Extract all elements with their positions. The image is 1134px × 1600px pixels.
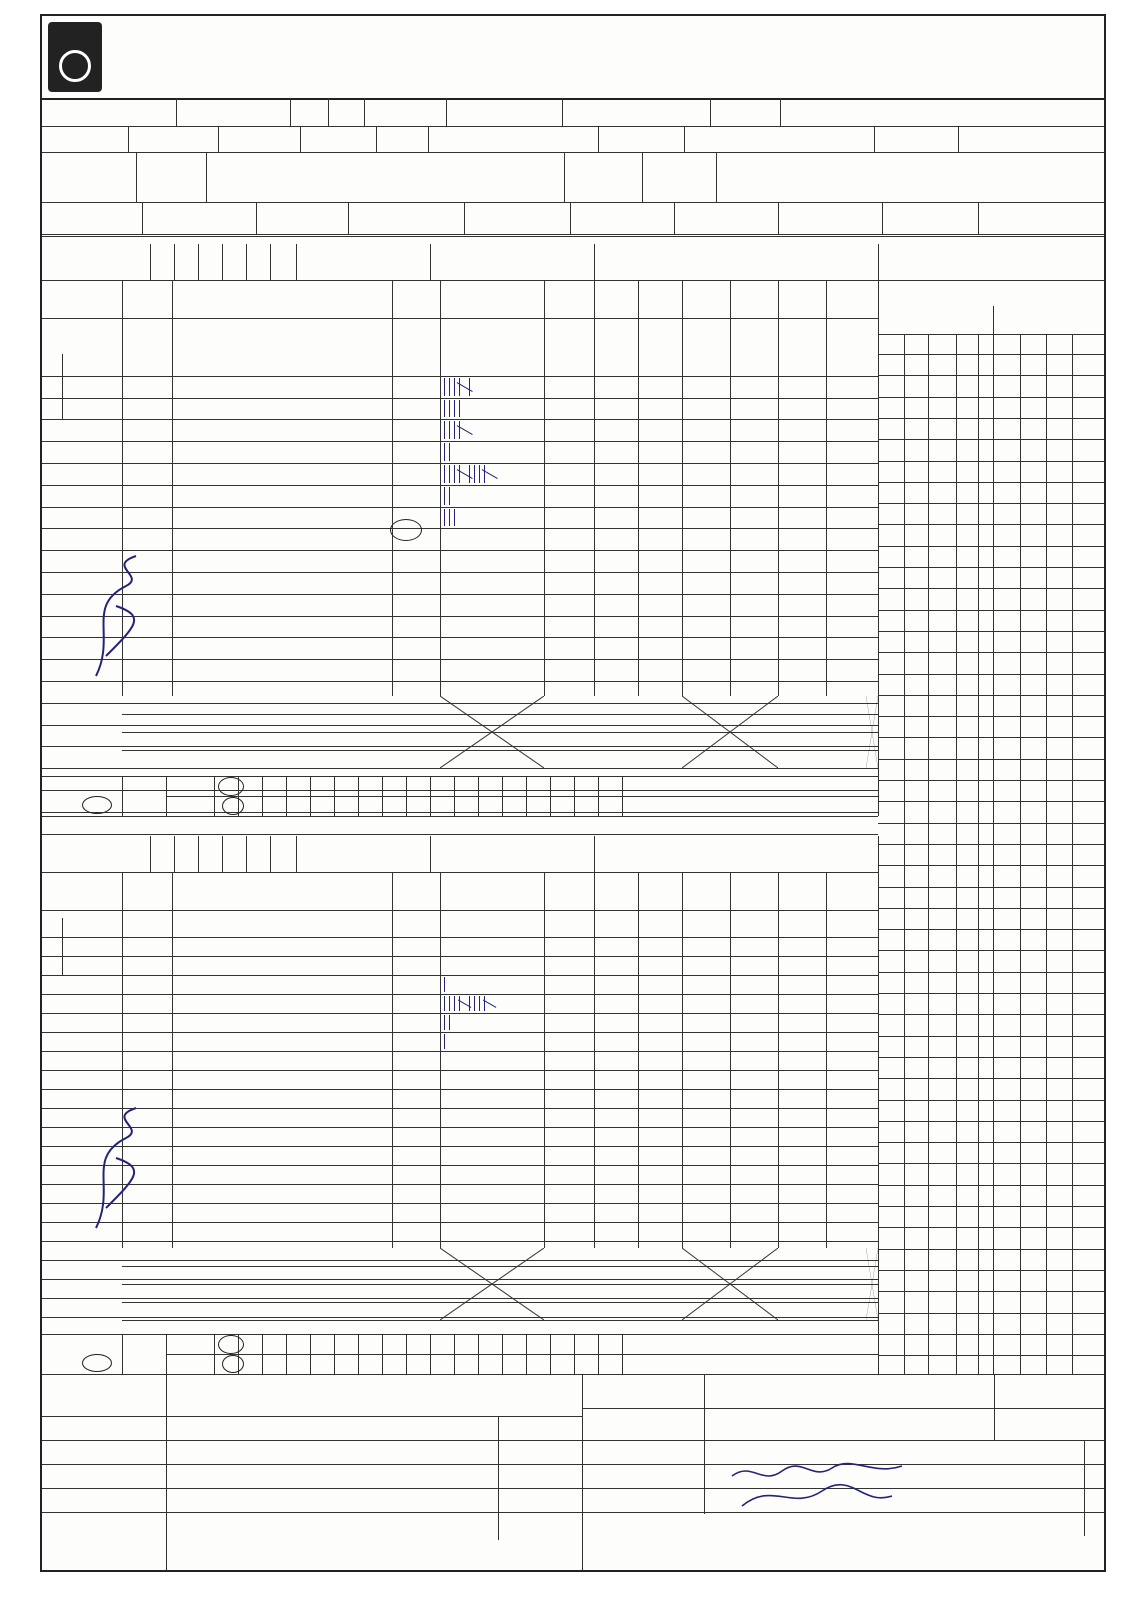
v-rule bbox=[262, 1334, 263, 1374]
v-rule bbox=[598, 1334, 599, 1374]
v-rule bbox=[310, 776, 311, 816]
h-rule bbox=[878, 588, 1106, 589]
v-rule bbox=[364, 98, 365, 126]
v-rule bbox=[174, 836, 175, 872]
h-rule bbox=[878, 972, 1106, 973]
v-rule bbox=[956, 334, 957, 1374]
h-rule bbox=[42, 616, 878, 617]
v-rule bbox=[150, 836, 151, 872]
v-rule bbox=[526, 776, 527, 816]
v-rule bbox=[1084, 1440, 1085, 1536]
v-rule bbox=[682, 280, 683, 696]
h-rule bbox=[878, 1121, 1106, 1122]
h-rule bbox=[878, 1291, 1106, 1292]
v-rule bbox=[978, 202, 979, 234]
v-rule bbox=[214, 1334, 215, 1374]
a-goal-tally-mark bbox=[444, 400, 445, 418]
a-min-circle bbox=[218, 777, 244, 796]
v-rule bbox=[564, 152, 565, 202]
v-rule bbox=[710, 98, 711, 126]
v-rule bbox=[574, 1334, 575, 1374]
h-rule bbox=[582, 1408, 1106, 1409]
h-rule bbox=[42, 550, 878, 551]
v-rule bbox=[730, 280, 731, 696]
v-rule bbox=[994, 1374, 995, 1440]
h-rule bbox=[878, 610, 1106, 611]
v-rule bbox=[570, 202, 571, 234]
v-rule bbox=[674, 202, 675, 234]
v-rule bbox=[550, 1334, 551, 1374]
v-rule bbox=[296, 836, 297, 872]
b-note-no-circle bbox=[82, 1354, 112, 1372]
h-rule bbox=[878, 844, 1106, 845]
h-rule bbox=[878, 1227, 1106, 1228]
v-rule bbox=[128, 126, 129, 152]
h-rule bbox=[166, 1354, 878, 1355]
h-rule bbox=[42, 1416, 582, 1417]
a-goal-tally-mark bbox=[449, 465, 450, 483]
v-rule bbox=[526, 1334, 527, 1374]
h-rule bbox=[878, 993, 1106, 994]
v-rule bbox=[246, 836, 247, 872]
h-rule bbox=[42, 507, 878, 508]
v-rule bbox=[214, 776, 215, 816]
v-rule bbox=[544, 872, 545, 1248]
v-rule bbox=[198, 836, 199, 872]
a-goal-tally-mark bbox=[449, 400, 450, 418]
h-rule bbox=[42, 463, 878, 464]
h-rule bbox=[878, 1014, 1106, 1015]
h-rule bbox=[582, 1440, 1106, 1441]
v-rule bbox=[704, 1374, 705, 1514]
v-rule bbox=[464, 202, 465, 234]
a-goal-tally-mark bbox=[449, 487, 450, 505]
h-rule bbox=[42, 528, 878, 529]
b-min-circle bbox=[218, 1335, 244, 1354]
v-rule bbox=[478, 1334, 479, 1374]
v-rule bbox=[598, 776, 599, 816]
h-rule bbox=[42, 637, 878, 638]
v-rule bbox=[300, 126, 301, 152]
a-goal-tally-mark bbox=[459, 378, 460, 396]
v-rule bbox=[122, 776, 123, 816]
v-rule bbox=[334, 776, 335, 816]
h-rule bbox=[878, 1185, 1106, 1186]
referee-signatures bbox=[722, 1456, 942, 1516]
h-rule bbox=[42, 1108, 878, 1109]
h-rule bbox=[42, 956, 878, 957]
h-rule bbox=[42, 398, 878, 399]
h-rule bbox=[878, 1078, 1106, 1079]
b-goal-tally-mark bbox=[444, 1034, 445, 1049]
v-rule bbox=[376, 126, 377, 152]
h-rule bbox=[878, 1355, 1106, 1356]
b-goal-tally-mark bbox=[444, 996, 445, 1011]
v-rule bbox=[446, 98, 447, 126]
h-rule bbox=[878, 801, 1106, 802]
h-rule bbox=[42, 419, 878, 420]
h-rule bbox=[42, 910, 878, 911]
a-shirt-circle bbox=[390, 519, 422, 541]
h-rule bbox=[42, 1070, 878, 1071]
h-rule bbox=[878, 1249, 1106, 1250]
v-rule bbox=[544, 280, 545, 696]
h-rule bbox=[42, 441, 878, 442]
v-rule bbox=[122, 1334, 123, 1374]
v-rule bbox=[778, 280, 779, 696]
v-rule bbox=[174, 244, 175, 280]
h-rule bbox=[42, 776, 878, 777]
h-rule bbox=[878, 652, 1106, 653]
b-goal-tally-mark bbox=[459, 996, 460, 1011]
v-rule bbox=[1072, 334, 1073, 1374]
v-rule bbox=[218, 126, 219, 152]
a-crossed-box bbox=[682, 696, 778, 768]
a-goal-tally-mark bbox=[454, 465, 455, 483]
h-rule bbox=[42, 234, 1106, 235]
v-rule bbox=[150, 244, 151, 280]
b-goal-tally-mark bbox=[449, 1015, 450, 1030]
v-rule bbox=[826, 872, 827, 1248]
h-rule bbox=[42, 1374, 1106, 1375]
h-rule bbox=[878, 1206, 1106, 1207]
v-rule bbox=[454, 776, 455, 816]
v-rule bbox=[290, 98, 291, 126]
v-rule bbox=[682, 872, 683, 1248]
h-rule bbox=[42, 1127, 878, 1128]
h-rule bbox=[42, 318, 878, 319]
h-rule bbox=[42, 975, 878, 976]
a-goal-tally-mark bbox=[479, 465, 480, 483]
v-rule bbox=[270, 244, 271, 280]
a-goal-tally-mark bbox=[444, 465, 445, 483]
v-rule bbox=[358, 1334, 359, 1374]
v-rule bbox=[172, 280, 173, 696]
rss-logo-icon bbox=[48, 22, 102, 92]
v-rule bbox=[622, 1334, 623, 1374]
h-rule bbox=[122, 768, 878, 769]
a-goal-tally-mark bbox=[459, 421, 460, 439]
a-goal-tally-mark bbox=[454, 509, 455, 527]
b-crossed-box bbox=[866, 1248, 878, 1320]
v-rule bbox=[454, 1334, 455, 1374]
v-rule bbox=[430, 1334, 431, 1374]
v-rule bbox=[406, 1334, 407, 1374]
h-rule bbox=[42, 681, 878, 682]
b-crossed-box bbox=[440, 1248, 544, 1320]
h-rule bbox=[878, 759, 1106, 760]
a-goal-tally-mark bbox=[454, 378, 455, 396]
h-rule bbox=[42, 1032, 878, 1033]
a-goal-tally-mark bbox=[444, 509, 445, 527]
h-rule bbox=[878, 908, 1106, 909]
v-rule bbox=[440, 872, 441, 1248]
v-rule bbox=[310, 1334, 311, 1374]
h-rule bbox=[878, 461, 1106, 462]
h-rule bbox=[42, 1089, 878, 1090]
v-rule bbox=[358, 776, 359, 816]
v-rule bbox=[594, 872, 595, 1248]
v-rule bbox=[502, 776, 503, 816]
h-rule bbox=[42, 280, 878, 281]
h-rule bbox=[878, 354, 1106, 355]
a-goal-tally-mark bbox=[484, 465, 485, 483]
b-igr-circle bbox=[222, 1355, 244, 1373]
rule bbox=[42, 126, 1106, 127]
h-rule bbox=[878, 929, 1106, 930]
h-rule bbox=[878, 674, 1106, 675]
h-rule bbox=[878, 546, 1106, 547]
v-rule bbox=[598, 126, 599, 152]
v-rule bbox=[684, 126, 685, 152]
h-rule bbox=[42, 1440, 582, 1441]
v-rule bbox=[1020, 334, 1021, 1374]
h-rule bbox=[878, 695, 1106, 696]
v-rule bbox=[428, 126, 429, 152]
h-rule bbox=[42, 572, 878, 573]
h-rule bbox=[878, 397, 1106, 398]
v-rule bbox=[730, 872, 731, 1248]
v-rule bbox=[62, 937, 63, 956]
v-rule bbox=[904, 334, 905, 1374]
b-goal-tally-mark bbox=[469, 996, 470, 1011]
v-rule bbox=[62, 918, 63, 937]
v-rule bbox=[136, 152, 137, 202]
h-rule bbox=[42, 152, 1106, 153]
h-rule bbox=[878, 887, 1106, 888]
h-rule bbox=[42, 202, 1106, 203]
v-rule bbox=[958, 126, 959, 152]
h-rule bbox=[42, 994, 878, 995]
h-rule bbox=[42, 937, 878, 938]
h-rule bbox=[42, 485, 878, 486]
v-rule bbox=[622, 776, 623, 816]
h-rule bbox=[42, 872, 878, 873]
v-rule bbox=[582, 1374, 583, 1572]
v-rule bbox=[780, 98, 781, 126]
v-rule bbox=[638, 280, 639, 696]
a-crossed-box bbox=[866, 696, 878, 768]
v-rule bbox=[176, 98, 177, 126]
v-rule bbox=[878, 836, 879, 1374]
h-rule bbox=[878, 631, 1106, 632]
v-rule bbox=[430, 836, 431, 872]
h-rule bbox=[42, 834, 878, 835]
h-rule bbox=[42, 1488, 582, 1489]
a-goal-tally-mark bbox=[449, 378, 450, 396]
h-rule bbox=[878, 280, 1106, 281]
v-rule bbox=[406, 776, 407, 816]
h-rule bbox=[42, 812, 878, 813]
v-rule bbox=[222, 836, 223, 872]
v-rule bbox=[296, 244, 297, 280]
v-rule bbox=[262, 776, 263, 816]
a-goal-tally-mark bbox=[449, 509, 450, 527]
a-goal-tally-mark bbox=[469, 465, 470, 483]
v-rule bbox=[574, 776, 575, 816]
v-rule bbox=[642, 152, 643, 202]
h-rule bbox=[42, 1165, 878, 1166]
a-goal-tally-mark bbox=[459, 400, 460, 418]
v-rule bbox=[286, 1334, 287, 1374]
v-rule bbox=[328, 98, 329, 126]
b-goal-tally-mark bbox=[454, 996, 455, 1011]
a-igr-circle bbox=[222, 797, 244, 815]
v-rule bbox=[62, 956, 63, 975]
v-rule bbox=[246, 244, 247, 280]
h-rule bbox=[878, 418, 1106, 419]
h-rule bbox=[878, 865, 1106, 866]
h-rule bbox=[878, 1334, 1106, 1335]
h-rule bbox=[878, 375, 1106, 376]
h-rule bbox=[42, 1334, 878, 1335]
v-rule bbox=[478, 776, 479, 816]
a-goal-tally-mark bbox=[474, 465, 475, 483]
h-rule bbox=[42, 236, 1106, 237]
v-rule bbox=[928, 334, 929, 1374]
v-rule bbox=[562, 98, 563, 126]
v-rule bbox=[430, 244, 431, 280]
b-goal-tally-mark bbox=[484, 996, 485, 1011]
h-rule bbox=[878, 950, 1106, 951]
h-rule bbox=[878, 439, 1106, 440]
h-rule bbox=[878, 1100, 1106, 1101]
a-goal-tally-mark bbox=[459, 465, 460, 483]
h-rule bbox=[42, 376, 878, 377]
v-rule bbox=[382, 1334, 383, 1374]
v-rule bbox=[978, 334, 979, 1374]
v-rule bbox=[778, 202, 779, 234]
b-goal-tally-mark bbox=[444, 1015, 445, 1030]
match-record-sheet bbox=[40, 14, 1106, 1572]
v-rule bbox=[392, 280, 393, 696]
h-rule bbox=[42, 816, 878, 817]
h-rule bbox=[42, 790, 878, 791]
a-goal-tally-mark bbox=[454, 400, 455, 418]
b-goal-tally-mark bbox=[449, 996, 450, 1011]
v-rule bbox=[198, 244, 199, 280]
a-goal-tally-mark bbox=[444, 378, 445, 396]
h-rule bbox=[878, 716, 1106, 717]
v-rule bbox=[1046, 334, 1047, 1374]
h-rule bbox=[42, 1146, 878, 1147]
v-rule bbox=[62, 398, 63, 420]
v-rule bbox=[638, 872, 639, 1248]
v-rule bbox=[594, 280, 595, 696]
h-rule bbox=[878, 1142, 1106, 1143]
b-goal-tally-mark bbox=[474, 996, 475, 1011]
v-rule bbox=[594, 244, 595, 280]
v-rule bbox=[440, 280, 441, 696]
h-rule bbox=[42, 594, 878, 595]
v-rule bbox=[430, 776, 431, 816]
a-goal-tally-mark bbox=[454, 421, 455, 439]
v-rule bbox=[382, 776, 383, 816]
v-rule bbox=[826, 280, 827, 696]
v-rule bbox=[716, 152, 717, 202]
v-rule bbox=[62, 376, 63, 398]
h-rule bbox=[42, 1464, 582, 1465]
a-goal-tally-mark bbox=[449, 443, 450, 461]
v-rule bbox=[222, 244, 223, 280]
v-rule bbox=[348, 202, 349, 234]
h-rule bbox=[122, 1320, 878, 1321]
h-rule bbox=[166, 796, 878, 797]
v-rule bbox=[270, 836, 271, 872]
v-rule bbox=[594, 836, 595, 872]
h-rule bbox=[878, 1163, 1106, 1164]
h-rule bbox=[878, 1270, 1106, 1271]
v-rule bbox=[256, 202, 257, 234]
v-rule bbox=[882, 202, 883, 234]
v-rule bbox=[286, 776, 287, 816]
b-goal-tally-mark bbox=[479, 996, 480, 1011]
h-rule bbox=[878, 524, 1106, 525]
v-rule bbox=[142, 202, 143, 234]
v-rule bbox=[334, 1334, 335, 1374]
v-rule bbox=[502, 1334, 503, 1374]
b-representative-signature bbox=[76, 1098, 166, 1238]
a-goal-tally-mark bbox=[449, 421, 450, 439]
h-rule bbox=[878, 780, 1106, 781]
a-goal-tally-mark bbox=[444, 443, 445, 461]
v-rule bbox=[172, 872, 173, 1248]
h-rule bbox=[42, 1184, 878, 1185]
h-rule bbox=[42, 1222, 878, 1223]
v-rule bbox=[166, 1374, 167, 1572]
v-rule bbox=[498, 1416, 499, 1540]
h-rule bbox=[878, 823, 1106, 824]
h-rule bbox=[42, 1203, 878, 1204]
v-rule bbox=[778, 872, 779, 1248]
b-goal-tally-mark bbox=[444, 977, 445, 992]
a-goal-tally-mark bbox=[444, 487, 445, 505]
v-rule bbox=[993, 306, 994, 334]
h-rule bbox=[42, 1512, 582, 1513]
a-goal-tally-mark bbox=[469, 378, 470, 396]
v-rule bbox=[878, 244, 879, 816]
v-rule bbox=[62, 354, 63, 376]
a-representative-signature bbox=[76, 546, 166, 686]
h-rule bbox=[42, 1051, 878, 1052]
h-rule bbox=[878, 737, 1106, 738]
h-rule bbox=[878, 482, 1106, 483]
a-crossed-box bbox=[440, 696, 544, 768]
a-note-no-circle bbox=[82, 796, 112, 814]
h-rule bbox=[42, 1241, 878, 1242]
h-rule bbox=[878, 1313, 1106, 1314]
v-rule bbox=[392, 872, 393, 1248]
v-rule bbox=[550, 776, 551, 816]
h-rule bbox=[42, 659, 878, 660]
h-rule bbox=[42, 1013, 878, 1014]
v-rule bbox=[874, 126, 875, 152]
h-rule bbox=[878, 1036, 1106, 1037]
h-rule bbox=[878, 1057, 1106, 1058]
h-rule bbox=[878, 503, 1106, 504]
a-goal-tally-mark bbox=[444, 421, 445, 439]
v-rule bbox=[993, 334, 994, 1374]
b-crossed-box bbox=[682, 1248, 778, 1320]
v-rule bbox=[206, 152, 207, 202]
h-rule bbox=[878, 567, 1106, 568]
